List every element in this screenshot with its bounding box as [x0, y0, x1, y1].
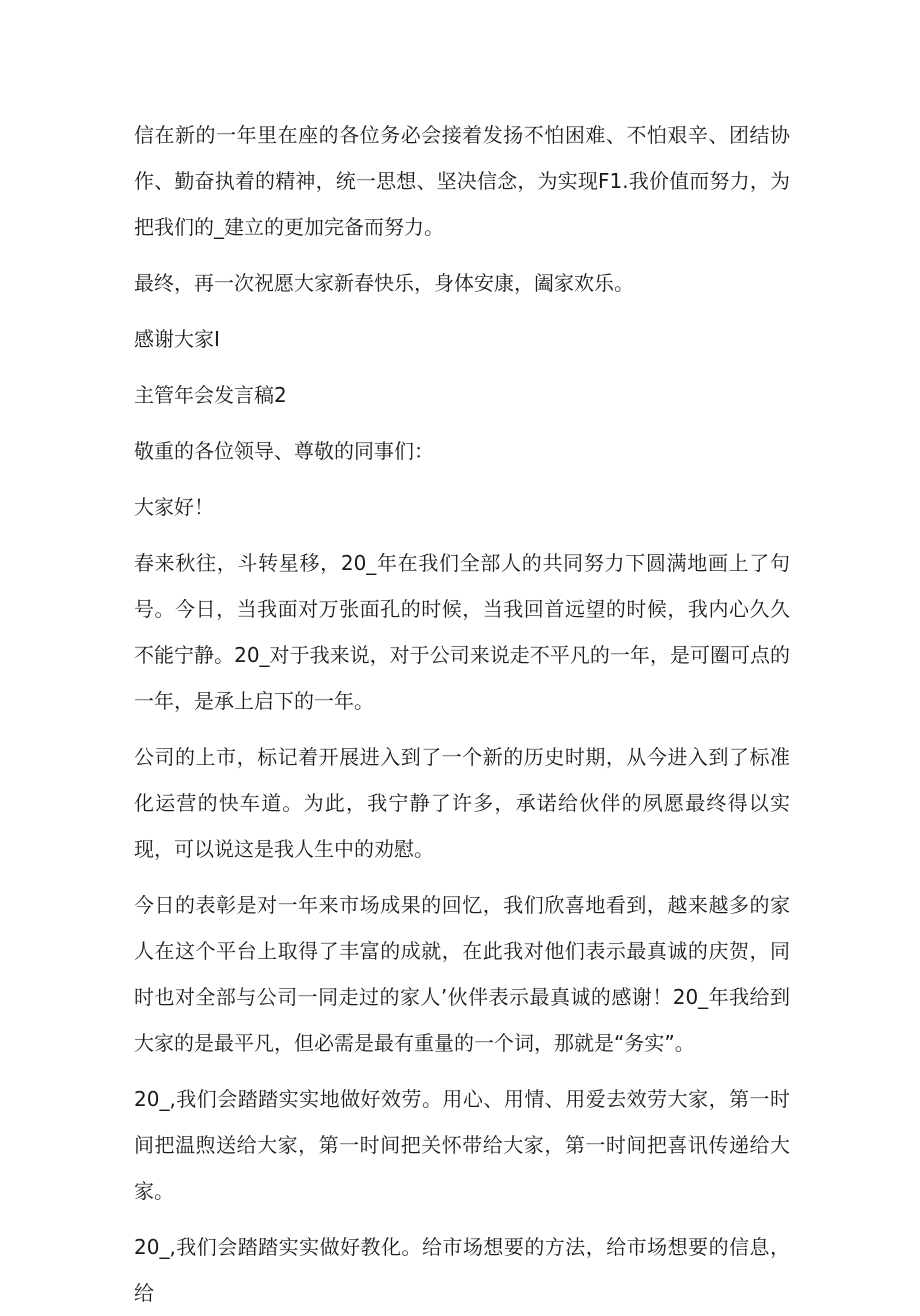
paragraph-greeting: 大家好！: [134, 495, 214, 519]
paragraph-new-year-wishes: 最终，再一次祝愿大家新春快乐，身体安康，阖家欢乐。: [134, 271, 634, 295]
paragraph-company-listing: 公司的上市，标记着开展进入到了一个新的历史时期，从今进入到了标准化运营的快车道。为此，我宁静了许多，承诺给伙伴的夙愿最终得以实现，可以说这是我人生中的劝慰。: [134, 745, 790, 861]
document-body: [134, 112, 790, 1316]
paragraph-education-pledge: 20_,我们会踏踏实实做好教化。给市场想要的方法，给市场想要的信息，给: [134, 1235, 790, 1305]
paragraph-service-pledge: 20_,我们会踏踏实实地做好效劳。用心、用情、用爱去效劳大家，第一时间把温煦送给大家，第一时间把关怀带给大家，第一时间把喜讯传递给大家。: [134, 1087, 790, 1203]
section-title: 主管年会发言稿2: [134, 383, 287, 407]
paragraph-thanks: 感谢大家I: [134, 327, 220, 351]
paragraph-salutation: 敬重的各位领导、尊敬的同事们：: [134, 439, 434, 463]
paragraph-closing-pledge: 信在新的一年里在座的各位务必会接着发扬不怕困难、不怕艰辛、团结协作、勤奋执着的精神，统一思想、坚决信念，为实现F1.我价值而努力，为把我们的_建立的更加完备而努力。: [134, 123, 790, 239]
paragraph-year-review: 春来秋往，斗转星移，20_年在我们全部人的共同努力下圆满地画上了句号。今日，当我面对万张面孔的时候，当我回首远望的时候，我内心久久不能宁静。20_对于我来说，对于公司来说走不平凡的一年，是可圈可点的一年，是承上启下的一年。: [134, 551, 790, 713]
paragraph-commendation: 今日的表彰是对一年来市场成果的回忆，我们欣喜地看到，越来越多的家人在这个平台上取得了丰富的成就，在此我对他们表示最真诚的庆贺，同时也对全部与公司一同走过的家人’伙伴表示最真诚的感谢！20_年我给到大家的是最平凡，但必需是最有重量的一个词，那就是“务实”。: [134, 893, 790, 1055]
